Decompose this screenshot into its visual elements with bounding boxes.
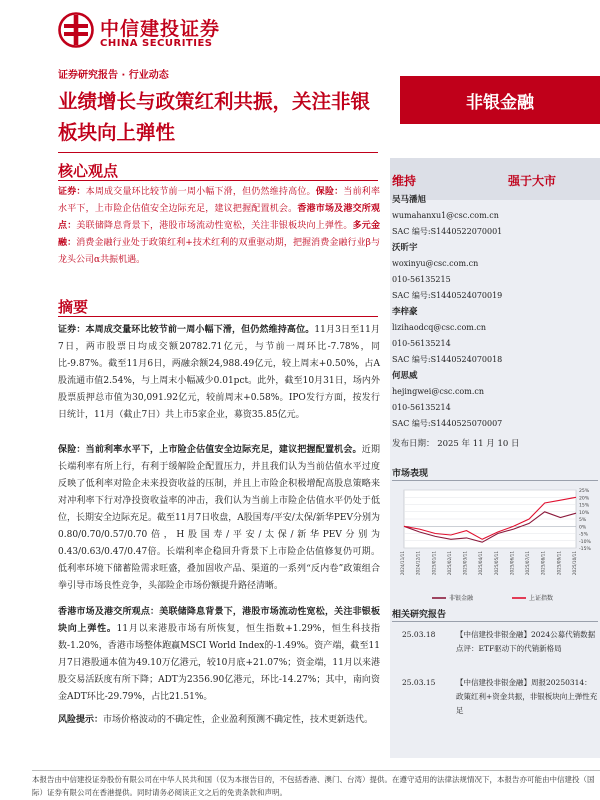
summary-paragraph-insurance (58, 442, 380, 595)
summary-heading: 摘要 (58, 298, 89, 316)
summary-lead: 证券：本周成交量环比较节前一周小幅下滑，但仍然维持高位。 (58, 325, 315, 335)
market-chart-svg (392, 484, 598, 606)
company-logo (58, 12, 221, 52)
rating-action: 维持 (392, 174, 417, 188)
chart-y-tick-label: 20% (579, 496, 590, 502)
chart-legend-label: 非银金融 (449, 595, 474, 602)
market-chart (392, 484, 598, 606)
summary-body: 近期长端利率有所上行，有利于缓解险企配置压力，并且我们认为当前估值水平过度反映了低利率对险企未来投资收益的压制，并且上市险企积极增配高股息策略来对冲利率下行对净投资收益率的冲击，我们认为当前上市险企估值水平仍处于低位，长期安全边际充足。截至11月7日收盘，A股国寿/平安/太保/新华PEV分别为0.80/0.70/0.57/0.70倍，H股国寿/平安/太保/新华PEV分别为0.43/0.63/0.47/0.47倍。长端利率企稳回升背景下上市险企估值修复仍可期。低利率环境下储蓄险需求旺盛，叠加固收产品、渠道的一系列“反内卷”政策组合拳引导市场良性竞争，头部险企市场份额提升路径清晰。 (58, 445, 380, 591)
summary-divider (58, 316, 378, 317)
chart-x-tick-label: 2025/10/11 (572, 551, 577, 576)
core-view-part: 香港市场及港交所观点：美联储降息背景下，港股市场流动性宽松，关注非银板块向上弹性。 (58, 204, 380, 231)
core-view-heading: 核心观点 (58, 162, 119, 180)
summary-lead: 风险提示： (58, 715, 104, 725)
chart-y-tick-label: -10% (579, 539, 591, 545)
summary-paragraph-hk-market (58, 604, 380, 706)
analyst-sac: SAC 编号:S1440522070001 (392, 227, 503, 236)
chart-y-tick-label: 15% (579, 503, 590, 509)
related-report-date: 25.03.18 (402, 630, 436, 639)
core-view-divider (58, 180, 378, 181)
chart-y-tick-label: -15% (579, 547, 591, 552)
analyst-name: 李梓豪 (392, 307, 418, 317)
chart-x-tick-label: 2025/02/11 (446, 551, 452, 576)
chart-y-tick-label: 25% (579, 489, 590, 494)
analyst-card (392, 192, 592, 240)
related-report-title[interactable]: 【中信建投非银金融】周报20250314：政策红利+资金共振，非银板块向上弹性充足 (456, 678, 598, 715)
analyst-card (392, 304, 592, 368)
chart-x-tick-label: 2025/07/11 (525, 551, 531, 576)
analyst-sac: SAC 编号:S1440524070019 (392, 291, 503, 300)
analyst-card (392, 240, 592, 304)
sector-badge: 非银金融 (400, 76, 600, 124)
title-divider (58, 152, 378, 153)
related-report-title[interactable]: 【中信建投非银金融】2024公募代销数据点评：ETF驱动下的代销新格局 (456, 630, 596, 653)
market-divider (392, 480, 598, 481)
analyst-email[interactable]: lizihaodcq@csc.com.cn (392, 323, 487, 332)
chart-x-tick-label: 2025/01/11 (431, 551, 437, 576)
analyst-sac: SAC 编号:S1440524070018 (392, 355, 503, 364)
summary-lead: 香港市场及港交所观点：美联储降息背景下，港股市场流动性宽松，关注非银板块向上弹性。 (58, 607, 380, 634)
analyst-email[interactable]: wumahanxu1@csc.com.cn (392, 211, 499, 220)
related-heading: 相关研究报告 (392, 610, 447, 620)
analyst-email[interactable]: hejingwei@csc.com.cn (392, 387, 485, 396)
summary-body: 市场价格波动的不确定性，企业盈利预测不确定性，技术更新迭代。 (103, 715, 374, 725)
analyst-sac: SAC 编号:S1440525070007 (392, 419, 503, 428)
chart-x-tick-label: 2024/12/11 (415, 551, 421, 576)
chart-x-tick-label: 2025/03/11 (462, 551, 468, 576)
summary-body: 11月3日至11月7日，两市股票日均成交额20782.71亿元，与节前一周环比-7.78%，同比-9.87%。截至11月6日，两融余额24,988.49亿元，较上周末+0.50%，占A股流通市值2.54%，与上周末小幅减少0.01pct。此外，截至10月31日，场内外股票质押总市值为30,091.92亿元，较前周末+0.58%。IPO发行方面，按发行日统计，11月（截止7日）共上市5家企业，募资35.85亿元。 (58, 325, 380, 420)
report-title: 业绩增长与政策红利共振，关注非银板块向上弹性 (58, 90, 371, 144)
analyst-card (392, 368, 592, 432)
core-view-text (58, 184, 380, 269)
analyst-list (392, 192, 592, 432)
chart-x-tick-label: 2025/06/11 (509, 551, 515, 576)
chart-x-tick-label: 2025/04/11 (478, 551, 484, 576)
summary-lead: 保险：当前利率水平下，上市险企估值安全边际充足，建议把握配置机会。 (58, 445, 362, 455)
core-view-part: 多元金融：消费金融行业处于政策红利+技术红利的双重驱动期，把握消费金融行业β与龙头公司α共振机遇。 (58, 221, 380, 265)
analyst-name: 何思威 (392, 371, 418, 381)
chart-x-tick-label: 2025/09/11 (556, 551, 562, 576)
logo-name-cn: 中信建投证券 (100, 18, 221, 40)
publish-date: 发布日期： 2025 年 11 月 10 日 (392, 439, 520, 449)
analyst-email[interactable]: woxinyu@csc.com.cn (392, 259, 479, 268)
chart-legend-label: 上证指数 (529, 595, 554, 602)
summary-paragraph-securities (58, 322, 380, 424)
analyst-phone: 010-56135214 (392, 339, 451, 348)
market-heading: 市场表现 (392, 469, 429, 479)
summary-paragraph-risk (58, 712, 380, 729)
logo-mark-icon (58, 12, 94, 48)
rating-value: 强于大市 (508, 174, 557, 188)
chart-y-tick-label: -5% (579, 532, 588, 538)
related-report-date: 25.03.15 (402, 678, 436, 687)
chart-y-tick-label: 5% (579, 518, 587, 523)
analyst-phone: 010-56135214 (392, 403, 451, 412)
chart-x-tick-label: 2025/05/11 (493, 551, 499, 576)
disclaimer: 本报告由中信建投证券股份有限公司在中华人民共和国（仅为本报告目的，不包括香港、澳门、台湾）提供。在遵守适用的法律法规情况下，本报告亦可能由中信建投（国际）证券有限公司在香港提供。同时请务必阅读正文之后的免责条款和声明。 (32, 770, 600, 799)
chart-x-tick-label: 2024/11/11 (400, 551, 405, 576)
core-view-part: 保险：当前利率水平下，上市险企估值安全边际充足，建议把握配置机会。 (58, 187, 380, 214)
summary-body: 11月以来港股市场有所恢复，恒生指数+1.29%，恒生科技指数-1.20%，香港市场整体跑赢MSCI World Index的-1.49%。资产端，截至11月7日港股通本值为49.10万亿港元，较10月底+21.07%；资金端，11月以来港股交易活跃度有所下降；ADT为2356.90亿港元，环比-14.27%；其中，南向资金ADT环比-29.79%，占比21.51%。 (58, 624, 380, 702)
chart-y-tick-label: 0% (579, 525, 587, 531)
analyst-phone: 010-56135215 (392, 275, 451, 284)
analyst-name: 沃昕宇 (392, 243, 418, 253)
analyst-name: 吴马潘旭 (392, 195, 427, 205)
logo-name-en: CHINA SECURITIES (100, 38, 213, 49)
related-divider (392, 621, 598, 622)
report-category: 证券研究报告 · 行业动态 (58, 70, 169, 81)
core-view-part: 证券：本周成交量环比较节前一周小幅下滑，但仍然维持高位。 (58, 187, 316, 197)
chart-x-tick-label: 2025/08/11 (540, 551, 546, 576)
chart-y-tick-label: 10% (579, 510, 590, 516)
